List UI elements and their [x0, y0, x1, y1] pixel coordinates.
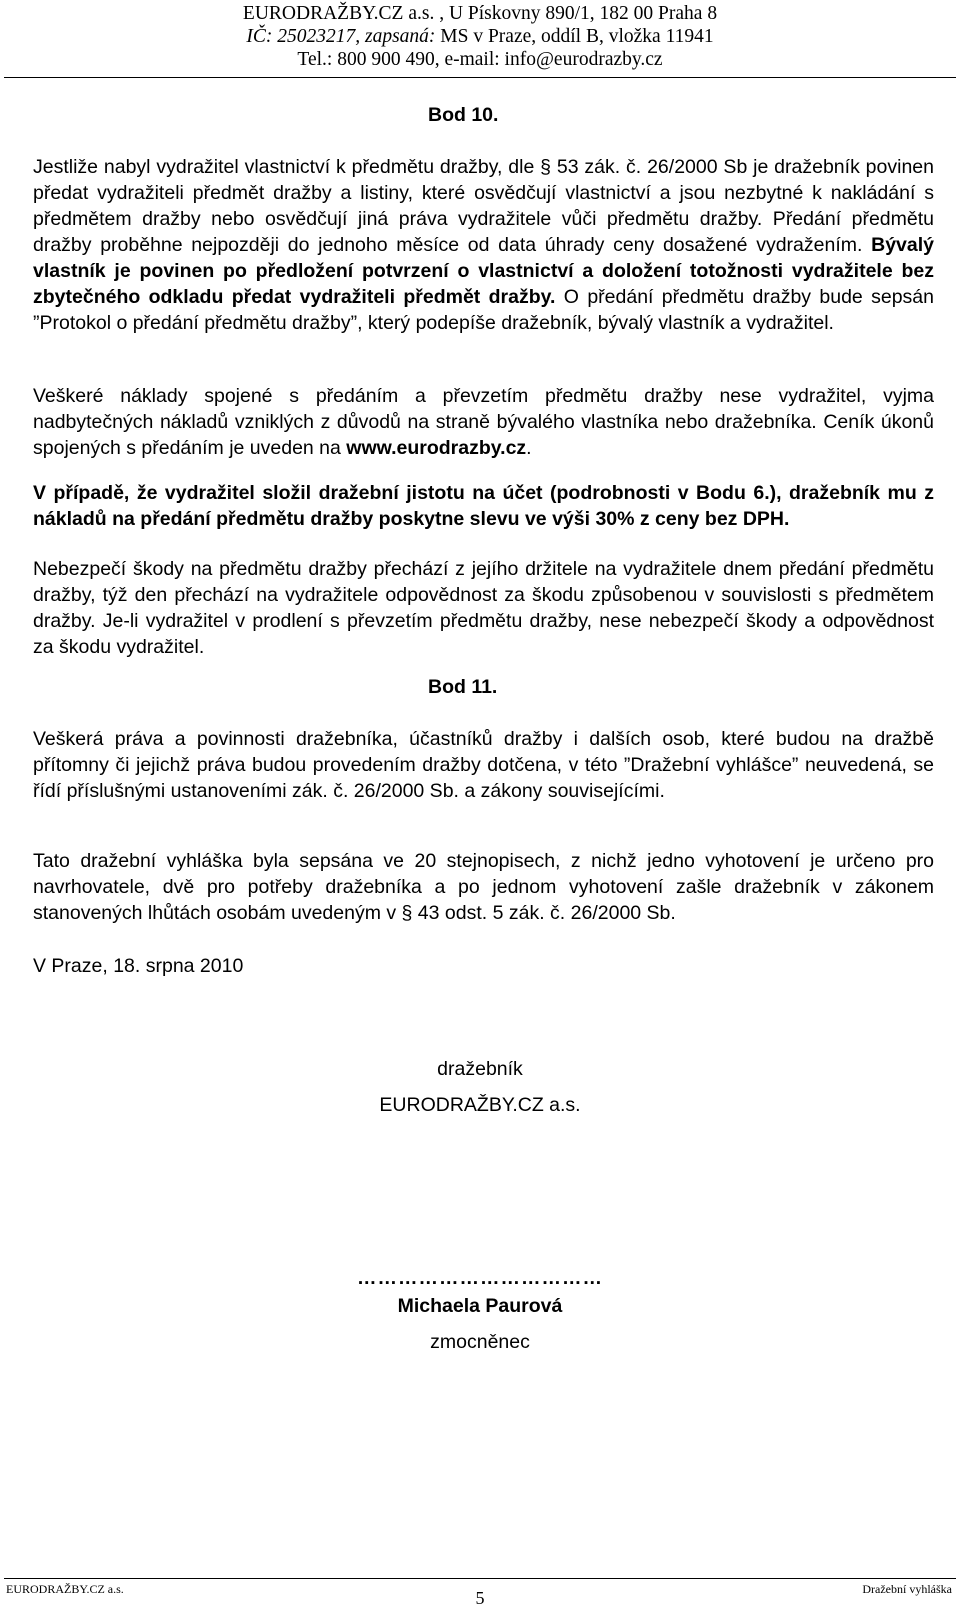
letterhead-registration-rest: MS v Praze, oddíl B, vložka 11941 [435, 26, 714, 47]
letterhead-registration-line [0, 25, 960, 48]
footer-document-title: Dražební vyhláška [862, 1582, 952, 1596]
letterhead-company-line: EURODRAŽBY.CZ a.s. , U Pískovny 890/1, 182 00 Praha 8 [242, 3, 718, 24]
bod10-p1-text-b: O předání předmětu dražby bude sepsán ”Protokol o předání předmětu dražby”, který podepíše dražebník, bývalý vlastník a vydražitel. [33, 286, 934, 334]
signature-title: zmocněnec [430, 1331, 530, 1353]
signature-role: dražebník [437, 1058, 523, 1080]
signature-company: EURODRAŽBY.CZ a.s. [379, 1094, 581, 1116]
letterhead-contact-line: Tel.: 800 900 490, e-mail: info@eurodrazby.cz [297, 49, 663, 70]
bod10-paragraph-handover [33, 154, 934, 336]
bod11-heading: Bod 11. [428, 676, 498, 698]
bod10-p1-bold: Bývalý vlastník je povinen po předložení potvrzení o vlastnictví a doložení totožnosti vydražitele bez zbytečného odkladu předat vydražiteli předmět dražby. [33, 234, 934, 308]
bod11-paragraph-rights: Veškerá práva a povinnosti dražebníka, účastníků dražby i dalších osob, které budou na dražbě přítomny či jejichž práva budou provedením dražby dotčena, v této ”Dražební vyhlášce” neuvedená, se řídí příslušnými ustanoveními zák. č. 26/2000 Sb. a zákony souvisejícími. [33, 728, 934, 802]
bod10-heading: Bod 10. [428, 104, 499, 126]
date-line: V Praze, 18. srpna 2010 [33, 955, 244, 977]
letterhead-registration-ico: IČ: 25023217, zapsaná: [246, 26, 436, 47]
bod10-paragraph-discount: V případě, že vydražitel složil dražební jistotu na účet (podrobnosti v Bodu 6.), dražebník mu z nákladů na předání předmětu dražby poskytne slevu ve výši 30% z ceny bez DPH. [33, 482, 934, 530]
bod10-paragraph-costs [33, 383, 934, 461]
bod10-p1-text-a: Jestliže nabyl vydražitel vlastnictví k předmětu dražby, dle § 53 zák. č. 26/2000 Sb je dražebník povinen předat vydražiteli předmět dražby a listiny, které osvědčují vlastnictví a jsou nezbytné k nakládání s předmětem dražby nebo osvědčují jiná práva vydražitele vůči předmětu dražby. Předání předmětu dražby proběhne nejpozději do jednoho měsíce od data úhrady ceny dosažené vydražením. [33, 156, 934, 256]
bod10-p2-end: . [526, 437, 532, 459]
footer-divider [4, 1578, 956, 1579]
signature-line: ……………………………… [357, 1267, 603, 1289]
header-divider [4, 77, 956, 78]
letterhead [0, 2, 960, 71]
bod10-p2-text: Veškeré náklady spojené s předáním a převzetím předmětu dražby nese vydražitel, vyjma nadbytečných nákladů vzniklých z důvodů na straně bývalého vlastníka nebo dražebníka. Ceník úkonů spojených s předáním je uveden na [33, 385, 934, 459]
signature-name: Michaela Paurová [397, 1295, 563, 1317]
bod11-paragraph-copies: Tato dražební vyhláška byla sepsána ve 20 stejnopisech, z nichž jedno vyhotovení je určeno pro navrhovatele, dvě pro potřeby dražebníka a po jednom vyhotovení zašle dražebník v zákonem stanovených lhůtách osobám uvedeným v § 43 odst. 5 zák. č. 26/2000 Sb. [33, 850, 934, 924]
footer-page-number: 5 [475, 1588, 485, 1608]
bod10-p2-link: www.eurodrazby.cz [346, 437, 527, 459]
bod10-paragraph-risk: Nebezpečí škody na předmětu dražby přechází z jejího držitele na vydražitele dnem předání předmětu dražby, týž den přechází na vydražitele odpovědnost za škodu způsobenou v souvislosti s předmětem dražby. Je-li vydražitel v prodlení s převzetím předmětu dražby, nese nebezpečí škody a odpovědnost za škodu vydražitel. [33, 558, 934, 658]
footer-company: EURODRAŽBY.CZ a.s. [6, 1582, 124, 1596]
